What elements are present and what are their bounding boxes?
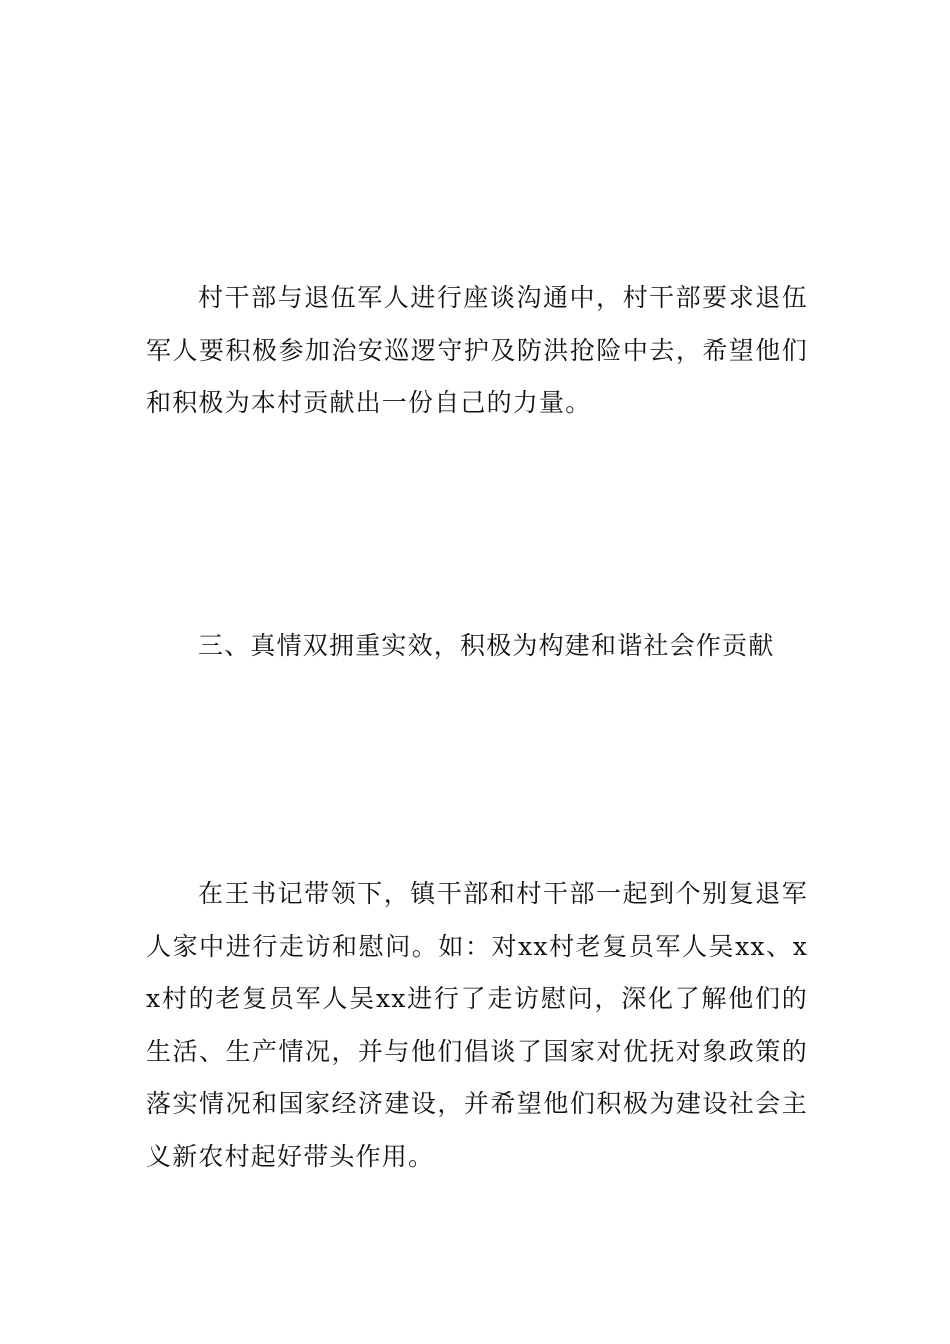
body-paragraph-2: 在王书记带领下，镇干部和村干部一起到个别复退军人家中进行走访和慰问。如：对xx村老复员军人吴xx、xx村的老复员军人吴xx进行了走访慰问，深化了解他们的生活、生产情况，并与他们倡谈了国家对优抚对象政策的落实情况和国家经济建设，并希望他们积极为建设社会主义新农村起好带头作用。 [146,879,808,1171]
section-heading: 三、真情双拥重实效，积极为构建和谐社会作贡献 [198,631,775,660]
body-paragraph-1: 村干部与退伍军人进行座谈沟通中，村干部要求退伍军人要积极参加治安巡逻守护及防洪抢险中去，希望他们和积极为本村贡献出一份自己的力量。 [146,283,808,417]
